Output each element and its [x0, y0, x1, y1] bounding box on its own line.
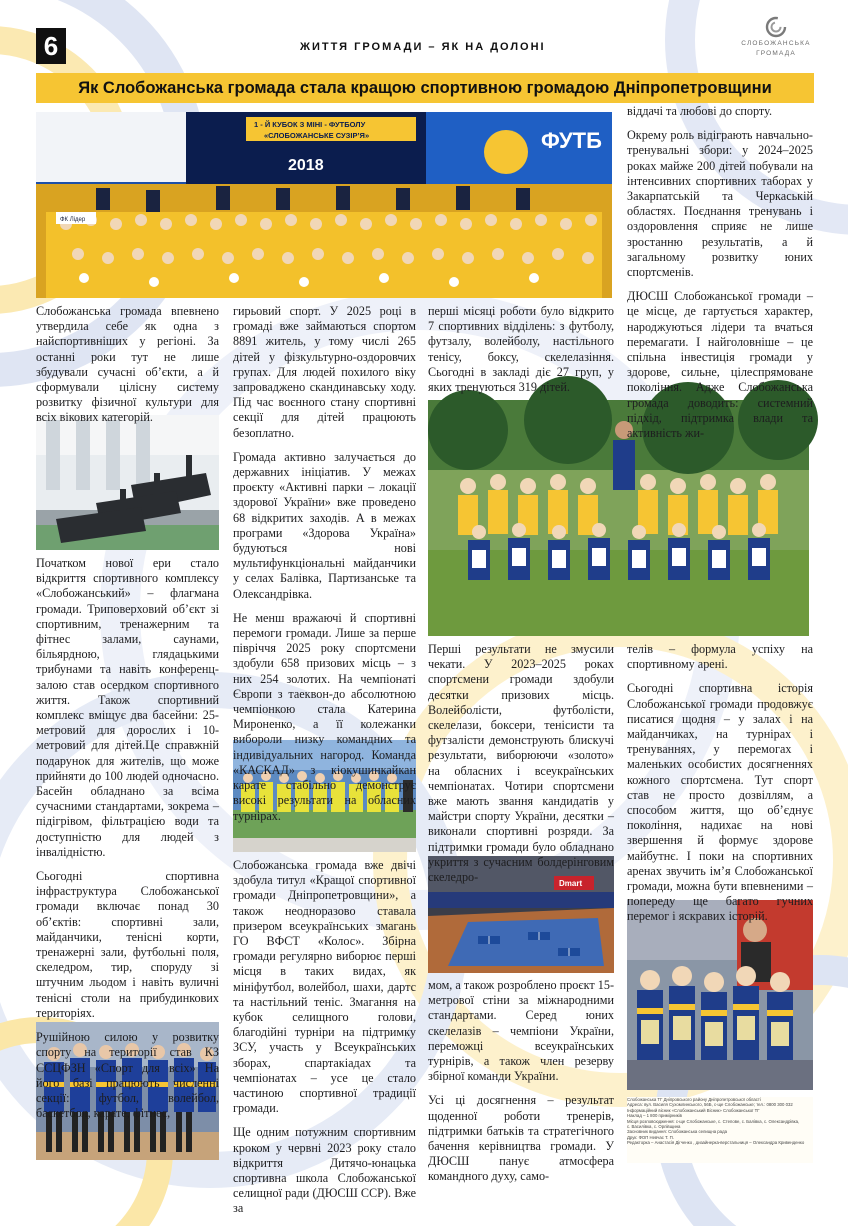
paragraph: гирьовий спорт. У 2025 році в громаді вже займаються спортом 8891 житель, у тому числі 265 дітей у фізкультурно-оздоровчих групах. Для людей похилого віку запроваджено скандинавську ходу. Під час воєнного стану спортивні секції для дітей працюють безоплатно.: [233, 304, 416, 440]
imprint-line: Друк: ФОП Невчас Т. П.: [627, 1134, 674, 1140]
paragraph: Громада активно залучається до державних ініціатив. У межах проєкту «Активні парки – локації здорової України» вже проведено 68 відкритих заходів. А в межах програми «Здорова Україна» будуються нові мультифункціональні майданчики у селах Балівка, Партизанське та Олександрівка.: [233, 449, 416, 601]
headline-bar: [36, 73, 814, 103]
imprint-line: Слобожанська ТГ Дніпровського району Дніпропетровської області: [627, 1097, 761, 1102]
paragraph: ДЮСШ Слобожанської громади – це місце, де гартується характер, народжуються лідери та вчаться перемагати. І найголовніше – це спільна інвестиція громади у здорове, сильне, цілеспрямоване покоління. Адже Слобожанська громада доводить: системний підхід, підтримка влади та активність жи-: [627, 289, 813, 441]
paragraph: Сьогодні спортивна історія Слобожанської громади продовжує писатися щодня – у залах і на майданчиках, на турнірах і тренуваннях, у перемогах і маленьких особистих досягненнях кожного спортсмена. Тут спорт став не просто дозвіллям, а способом життя, що об’єднує покоління, надихає на нові звершення й формує здорове майбутнє. І поки на спортивних аренах звучить ім’я Слобожанської громади, можна бути впевненими – попереду ще багато гучних перемог і яскравих історій.: [627, 681, 813, 924]
logo-text-line2: ГРОМАДА: [756, 50, 796, 57]
article-column-3-middle: [428, 642, 614, 894]
paragraph: мом, а також розроблено проєкт 15-метрової стіни за міжнародними стандартами. Серед юних скелелазів – чемпіони України, переможці всеукраїнських турнірів, а також член резерву збірної команди України.: [428, 978, 614, 1084]
banner-futbol-text: ФУТБ: [541, 128, 602, 153]
club-sign-text: ФК Лідер: [60, 217, 86, 223]
page-number: 6: [36, 28, 66, 64]
running-head: ЖИТТЯ ГРОМАДИ – ЯК НА ДОЛОНІ: [300, 41, 546, 53]
paragraph: Початком нової ери стало відкриття спортивного комплексу «Слобожанський» – флагмана громади. Триповерховий об’єкт зі спортивним, тренажерним та фітнес залами, саунами, більярдною, глядацькими трибунами та навіть конференц-залою став осердком спортивного життя. Також спортивний комплекс вміщує два басейни: 25-метровий для дорослих і 10-метровий для дітей.Це справжній подарунок для жителів, що може прийняти до 100 людей одночасно. Басейн обладнано за всіма сучасними стандартами, зокрема – підігрівом, фільтрацією води та доступністю для людей з інвалідністю.: [36, 556, 219, 859]
banner-year: 2018: [288, 157, 324, 174]
banner-cup-line2: «СЛОБОЖАНСЬКЕ СУЗІР’Я»: [264, 131, 370, 140]
imprint-line: Інформаційний вісник «Слобожанський Вісник» Слобожанської ТГ: [627, 1107, 760, 1113]
imprint-line: Місця розповсюдження: с-ще Слобожанське, с. Степове, с. Балівка, с. Олександрівка,: [627, 1118, 800, 1124]
paragraph: перші місяці роботи було відкрито 7 спортивних відділень: з футболу, футзалу, волейболу, настільного тенісу, боксу, скелелазіння. Сьогодні в закладі діє 27 груп, у яких тренуються 319 дітей.: [428, 304, 614, 395]
imprint-box: [627, 1097, 813, 1163]
paragraph: Слобожанська громада вже двічі здобула титул «Кращої спортивної громади Дніпропетровщини», а також неодноразово ставала призером всеукраїнських змагань ГО ВФСТ «Колос». Збірна громади регулярно виборює перші місця в таких видах, як мініфутбол, волейбол, шахи, дартс та настільний теніс. Змагання на кубок селищного голови, благодійні турніри на підтримку ЗСУ, участь у Всеукраїнських зборах, спартакіадах та чемпіонатах – усе це стало частиною спортивної традиції громади.: [233, 858, 416, 1116]
banner-cup-line1: 1 - Й КУБОК З МІНІ - ФУТБОЛУ: [254, 120, 366, 129]
paragraph: Рушійною силою у розвитку спорту на території став КЗ ССЦФЗН «Спорт для всіх» На його базі працюють численні секції: футбол, волейбол, баскетбол, карате, фітнес,: [36, 1030, 219, 1121]
spiral-logo-icon: [765, 16, 787, 38]
paragraph: Окрему роль відіграють навчально-тренувальні збори: у 2024–2025 роках майже 200 дітей побували на інтенсивних спортивних таборах у Закарпатській та Черкаській областях. Поєднання тренувань і оздоровлення сприяє не лише зростанню результатів, а й загальному розвитку юних спортсменів.: [627, 128, 813, 280]
imprint-line: Засновник видання: Слобожанська селищна рада: [627, 1129, 727, 1135]
paragraph: Усі ці досягнення – результат щоденної роботи тренерів, підтримки батьків та стратегічного бачення керівництва громади. У ДЮСШ панує атмосфера командного духу, само-: [428, 1093, 614, 1184]
article-column-3-bottom: [428, 978, 614, 1194]
imprint-line: Редакторка – Анастасія Дігченко , дизайнерка-верстальниця – Олександра Кривенденко: [627, 1140, 805, 1146]
paragraph: Перші результати не змусили чекати. У 2023–2025 роках спортсмени громади здобули десятки призових місць. Волейболісти, футболісти, скелелази, боксери, тенісисти та футзалісти демонструють блискучі результати, виборюючи «золото» на обласних і всеукраїнських чемпіонатах. Чотири спортсмени вже мають звання кандидатів у майстри спорту України, десятки – виконали спортивні розряди. За підтримки громади було обладнано укриття з сучасним болдерінговим скеледро-: [428, 642, 614, 885]
imprint-line: Наклад – 1 800 примірників: [627, 1113, 682, 1119]
article-title: Як Слобожанська громада стала кращою спортивною громадою Дніпропетровщини: [78, 79, 772, 97]
paragraph: Ще одним потужним спортивним кроком у червні 2023 року стало відкриття Дитячо-юнацька спортивна школа Слобожанської селищної ради (ДЮСШ ССР). Вже за: [233, 1125, 416, 1216]
photo-football-cup-group: [36, 112, 612, 298]
article-column-3-top: [428, 304, 614, 404]
article-column-1: [36, 304, 219, 435]
paragraph: Не менш вражаючі й спортивні перемоги громади. Лише за перше півріччя 2025 року спортсмени здобули 658 призових місць – з них 254 золотих. На чемпіонаті Європи з таеквон-до абсолютною чемпіонкою стала Катерина Мироненко, а її колежанки вибороли низку командних та індивідуальних нагород. Команда «КАСКАД» з кіокушинкайкан карате стабільно демонструє високі результати на обласних турнірах.: [233, 610, 416, 823]
photo-gym-treadmills: [36, 415, 219, 550]
logo-text-line1: СЛОБОЖАНСЬКА: [741, 40, 811, 47]
imprint-line: Адреса: вул. Василя Сухомлинського, 56Б, с-ще Слобожанське; тел.: 0800 300 032: [627, 1102, 793, 1108]
paragraph: Сьогодні спортивна інфраструктура Слобожанської громади включає понад 30 об’єктів: спортивні зали, майданчики, тенісні корти, тренажерні зали, футбольні поля, скеледром, тир, споруду зі штучним льодом і навіть вуличні тенісні столи на прибудинкових територіях.: [36, 869, 219, 1020]
imprint-line: с. Василівка, с. Орлівщина: [627, 1124, 681, 1130]
publisher-logo: [736, 16, 816, 58]
article-column-1-continued: [36, 556, 219, 1130]
paragraph: Слобожанська громада впевнено утвердила себе як одна з найспортивніших у регіоні. За останні роки тут не лише збудували сучасні об’єкти, а й сформували цілісну систему розвитку фізичної культури для всіх вікових категорій.: [36, 304, 219, 425]
article-column-4-bottom: [627, 642, 813, 934]
paragraph: віддачі та любові до спорту.: [627, 104, 773, 118]
paragraph: телів – формула успіху на спортивному арені.: [627, 642, 813, 672]
dmart-sign-text: Dmart: [559, 879, 583, 888]
article-column-2: [233, 304, 416, 833]
article-column-2-continued: [233, 858, 416, 1226]
article-column-4-top: [627, 104, 813, 450]
